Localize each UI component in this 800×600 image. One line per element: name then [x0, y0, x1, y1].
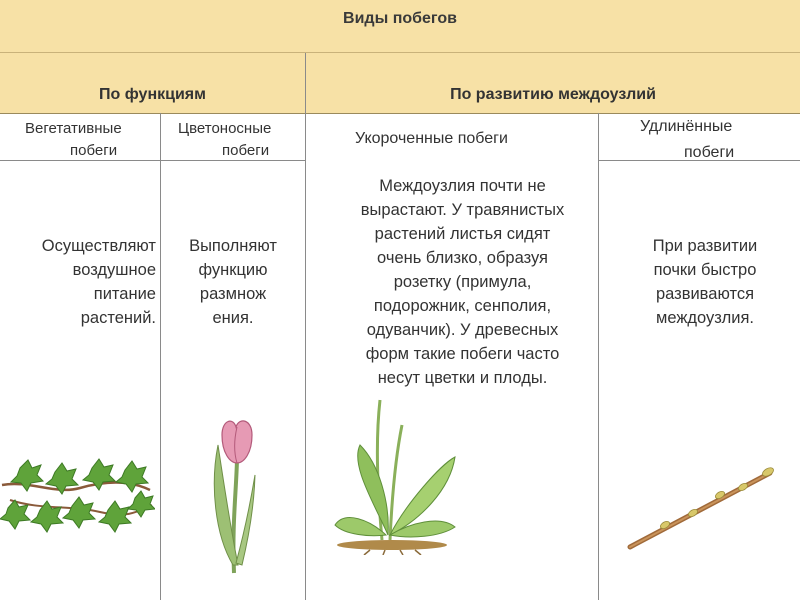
page-title: Виды побегов [343, 10, 457, 27]
elongated-desc-line: развиваются [655, 285, 755, 303]
flowering-description [162, 234, 304, 330]
col-elongated-head-1: Удлинённые [640, 118, 733, 135]
flowering-desc-line: ения. [212, 309, 254, 327]
shortened-desc-line: розетку (примула, [393, 273, 532, 291]
flowering-desc-line: Выполняют [189, 237, 277, 255]
group-by-internode: По развитию междоузлий [450, 86, 656, 103]
vegetative-desc-line: растений. [80, 309, 156, 327]
shortened-desc-line: вырастают. У травянистых [360, 201, 565, 219]
col-flowering-head-1: Цветоносные [178, 120, 272, 137]
shortened-desc-line: форм такие побеги часто [365, 345, 560, 363]
col-shortened-head: Укороченные побеги [355, 130, 508, 147]
shortened-desc-line: очень близко, образуя [377, 249, 548, 267]
vegetative-desc-line: Осуществляют [41, 237, 156, 255]
tulip-illustration [200, 415, 275, 575]
shortened-desc-line: одуванчик). У древесных [366, 321, 559, 339]
ivy-vine-illustration [0, 450, 155, 540]
shortened-desc-line: подорожник, сенполия, [373, 297, 552, 315]
col-vegetative-head-1: Вегетативные [25, 120, 122, 137]
divider-col-1 [160, 113, 161, 600]
plantain-rosette-illustration [330, 395, 460, 555]
elongated-desc-line: При развитии [652, 237, 758, 255]
shortened-desc-line: Междоузлия почти не [379, 177, 546, 195]
shortened-desc-line: растений листья сидят [374, 225, 551, 243]
divider-groups [305, 53, 306, 600]
col-vegetative-head-2: побеги [70, 142, 118, 159]
elongated-desc-line: почки быстро [653, 261, 757, 279]
group-by-function: По функциям [99, 86, 206, 103]
vegetative-desc-line: питание [93, 285, 156, 303]
twig-illustration [625, 465, 775, 555]
flowering-desc-line: размнож [199, 285, 267, 303]
flowering-desc-line: функцию [198, 261, 268, 279]
elongated-desc-line: междоузлия. [656, 309, 754, 327]
col-flowering-head-2: побеги [222, 142, 270, 159]
group-header-band [0, 53, 800, 114]
shortened-desc-line: несут цветки и плоды. [377, 369, 548, 387]
shortened-description [320, 174, 605, 390]
col-elongated-head-2: побеги [684, 144, 735, 161]
vegetative-description [2, 234, 160, 330]
vegetative-desc-line: воздушное [72, 261, 156, 279]
elongated-description [610, 234, 800, 330]
